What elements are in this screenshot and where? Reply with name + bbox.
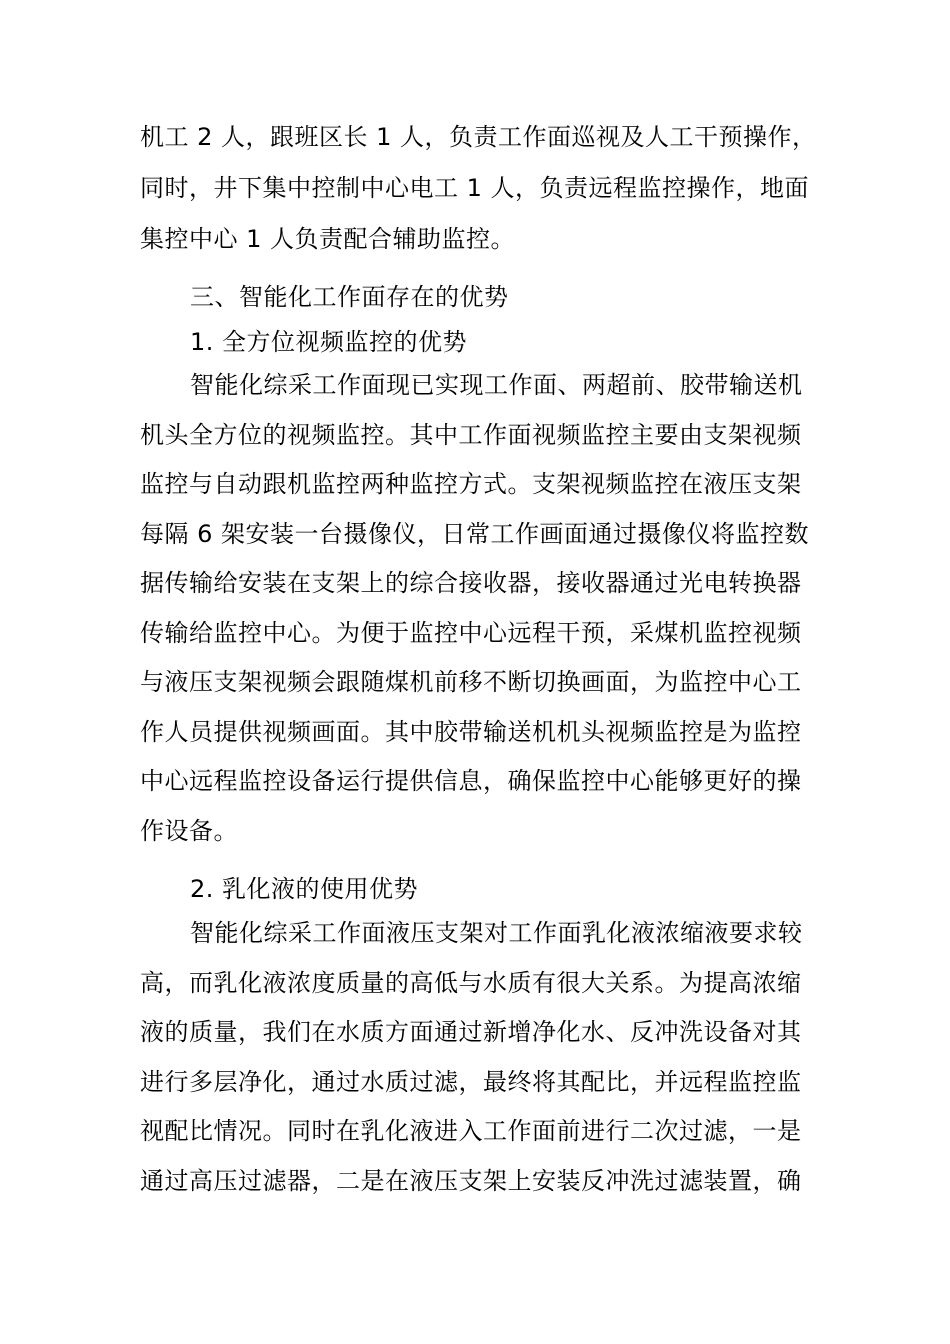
text-line: 中心远程监控设备运行提供信息，确保监控中心能够更好的操 (140, 767, 802, 795)
text-line: 智能化综采工作面液压支架对工作面乳化液浓缩液要求较 (190, 919, 803, 947)
text-line: 监控与自动跟机监控两种监控方式。支架视频监控在液压支架 (140, 470, 802, 498)
text-line: 作设备。 (140, 817, 238, 845)
text-line: 通过高压过滤器，二是在液压支架上安装反冲洗过滤装置，确 (140, 1167, 802, 1195)
text-line: 高，而乳化液浓度质量的高低与水质有很大关系。为提高浓缩 (140, 969, 802, 997)
text-line: 集控中心 1 人负责配合辅助监控。 (140, 225, 516, 253)
text-line: 机工 2 人，跟班区长 1 人，负责工作面巡视及人工干预操作， (140, 123, 817, 151)
text-line: 同时，井下集中控制中心电工 1 人，负责远程监控操作，地面 (140, 174, 810, 202)
text-line: 视配比情况。同时在乳化液进入工作面前进行二次过滤，一是 (140, 1117, 802, 1145)
text-line: 传输给监控中心。为便于监控中心远程干预，采煤机监控视频 (140, 619, 802, 647)
subsection-heading: 1. 全方位视频监控的优势 (190, 328, 468, 356)
text-line: 智能化综采工作面现已实现工作面、两超前、胶带输送机 (190, 371, 803, 399)
text-line: 机头全方位的视频监控。其中工作面视频监控主要由支架视频 (140, 421, 802, 449)
subsection-heading: 2. 乳化液的使用优势 (190, 875, 419, 903)
text-line: 液的质量，我们在水质方面通过新增净化水、反冲洗设备对其 (140, 1018, 802, 1046)
text-line: 作人员提供视频画面。其中胶带输送机机头视频监控是为监控 (140, 718, 802, 746)
text-line: 每隔 6 架安装一台摄像仪，日常工作画面通过摄像仪将监控数 (140, 520, 810, 548)
text-line: 进行多层净化，通过水质过滤，最终将其配比，并远程监控监 (140, 1068, 802, 1096)
text-line: 与液压支架视频会跟随煤机前移不断切换画面，为监控中心工 (140, 668, 802, 696)
section-heading: 三、智能化工作面存在的优势 (190, 283, 509, 311)
text-line: 据传输给安装在支架上的综合接收器，接收器通过光电转换器 (140, 569, 802, 597)
